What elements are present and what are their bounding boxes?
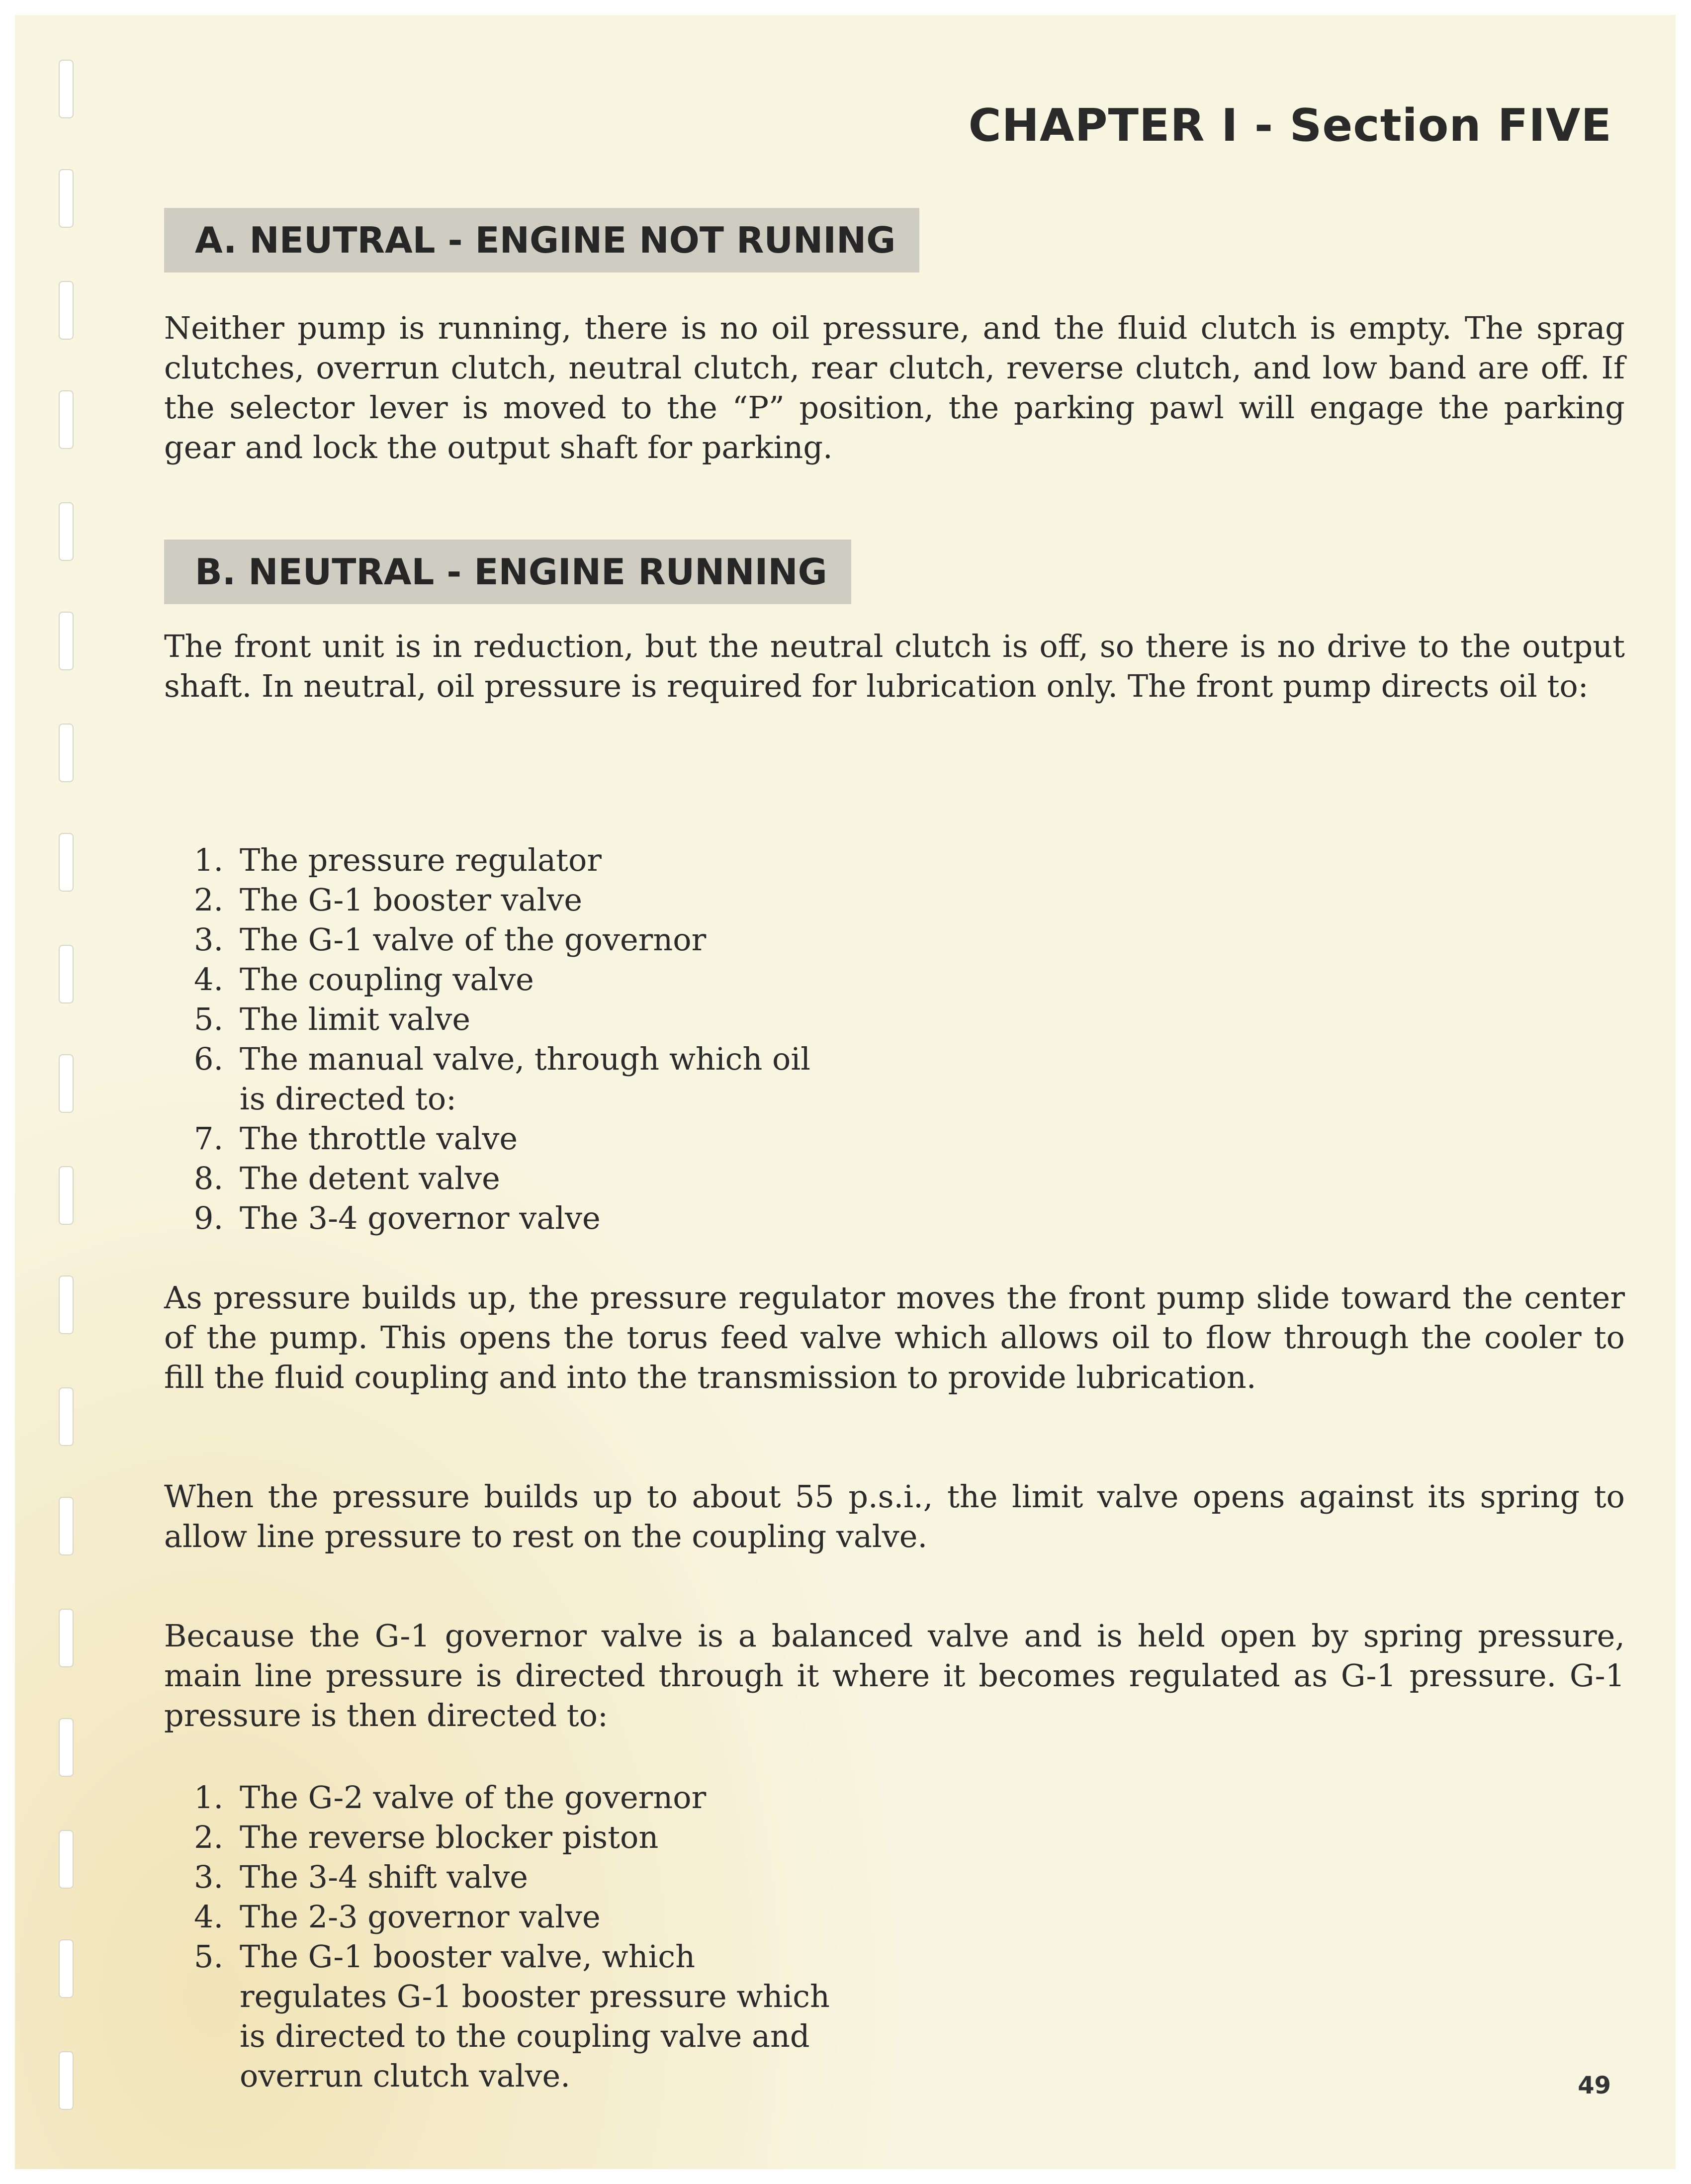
- binder-hole: [59, 724, 74, 782]
- binder-hole: [59, 1609, 74, 1667]
- list-item-text: The limit valve: [240, 1001, 471, 1037]
- limit-valve-paragraph: When the pressure builds up to about 55 p.s.i., the limit valve opens against its spring to allow line pressure to rest on the coupling valve.: [164, 1478, 1625, 1554]
- list-item-number: 1.: [194, 1779, 224, 1816]
- list-item: [194, 840, 840, 880]
- list-item: [194, 1857, 840, 1897]
- list-item: [194, 1778, 840, 1818]
- list-item: [194, 1818, 840, 1857]
- section-b-intro: The front unit is in reduction, but the neutral clutch is off, so there is no drive to the output shaft. In neutral, oil pressure is required for lubrication only. The front pump directs oil to:: [164, 628, 1625, 704]
- list-item-number: 3.: [194, 921, 224, 958]
- governor-valve-paragraph: Because the G-1 governor valve is a balanced valve and is held open by spring pressure, main line pressure is directed through it where it becomes regulated as G-1 pressure. G-1 pressure is then directed to:: [164, 1618, 1625, 1733]
- binder-hole: [59, 1054, 74, 1113]
- list-item: [194, 1897, 840, 1937]
- binder-holes: [59, 60, 79, 2148]
- g1-pressure-list: [194, 1778, 840, 2096]
- list-item: [194, 880, 840, 920]
- section-a-heading: A. NEUTRAL - ENGINE NOT RUNING: [164, 208, 919, 273]
- list-item-number: 9.: [194, 1200, 224, 1236]
- binder-hole: [59, 169, 74, 228]
- list-item-text: The 3-4 shift valve: [240, 1859, 528, 1895]
- list-item-number: 4.: [194, 961, 224, 998]
- list-item-text: The coupling valve: [240, 961, 534, 998]
- list-item-text: The reverse blocker piston: [240, 1819, 659, 1855]
- list-item-text: The G-1 booster valve, which regulates G-1 booster pressure which is directed to the coupling valve and overrun clutch valve.: [240, 1938, 830, 2094]
- pressure-regulator-paragraph: As pressure builds up, the pressure regulator moves the front pump slide toward the center of the pump. This opens the torus feed valve which allows oil to flow through the cooler to fill the fluid coupling and into the transmission to provide lubrication.: [164, 1279, 1625, 1395]
- binder-hole: [59, 390, 74, 449]
- oil-routing-list: [194, 840, 840, 1238]
- list-item-text: The manual valve, through which oil is directed to:: [240, 1041, 810, 1117]
- section-b-heading: B. NEUTRAL - ENGINE RUNNING: [164, 540, 851, 604]
- list-item-number: 4.: [194, 1899, 224, 1935]
- list-item: [194, 1937, 840, 2096]
- list-item: [194, 1198, 840, 1238]
- binder-hole: [59, 60, 74, 118]
- list-item-number: 8.: [194, 1160, 224, 1196]
- list-item: [194, 920, 840, 960]
- binder-hole: [59, 1939, 74, 1998]
- list-item-text: The detent valve: [240, 1160, 500, 1196]
- list-item: [194, 1000, 840, 1039]
- binder-hole: [59, 502, 74, 561]
- section-a-paragraph: Neither pump is running, there is no oil pressure, and the fluid clutch is empty. The sprag clutches, overrun clutch, neutral clutch, rear clutch, reverse clutch, and low band are off. If the selector lever is moved to the “P” position, the parking pawl will engage the parking gear and lock the output shaft for parking.: [164, 310, 1625, 465]
- document-page: [15, 15, 1676, 2169]
- list-item-number: 6.: [194, 1041, 224, 1077]
- list-item-text: The 3-4 governor valve: [240, 1200, 601, 1236]
- list-item-text: The G-2 valve of the governor: [240, 1779, 707, 1816]
- page-number: 49: [1578, 2072, 1611, 2099]
- binder-hole: [59, 1275, 74, 1334]
- binder-hole: [59, 1166, 74, 1225]
- binder-hole: [59, 1387, 74, 1446]
- list-item-text: The G-1 booster valve: [240, 882, 583, 918]
- list-item: [194, 960, 840, 1000]
- list-item-text: The pressure regulator: [240, 842, 602, 878]
- binder-hole: [59, 2051, 74, 2110]
- list-item: [194, 1039, 840, 1119]
- list-item-text: The G-1 valve of the governor: [240, 921, 707, 958]
- binder-hole: [59, 281, 74, 340]
- binder-hole: [59, 1497, 74, 1555]
- binder-hole: [59, 833, 74, 892]
- list-item: [194, 1119, 840, 1159]
- binder-hole: [59, 945, 74, 1003]
- list-item-text: The throttle valve: [240, 1120, 518, 1157]
- list-item-text: The 2-3 governor valve: [240, 1899, 601, 1935]
- list-item-number: 3.: [194, 1859, 224, 1895]
- list-item-number: 5.: [194, 1001, 224, 1037]
- list-item-number: 7.: [194, 1120, 224, 1157]
- list-item-number: 2.: [194, 1819, 224, 1855]
- binder-hole: [59, 612, 74, 670]
- binder-hole: [59, 1830, 74, 1889]
- list-item-number: 5.: [194, 1938, 224, 1975]
- list-item: [194, 1159, 840, 1198]
- list-item-number: 1.: [194, 842, 224, 878]
- chapter-title: CHAPTER I - Section FIVE: [968, 99, 1612, 152]
- list-item-number: 2.: [194, 882, 224, 918]
- binder-hole: [59, 1718, 74, 1777]
